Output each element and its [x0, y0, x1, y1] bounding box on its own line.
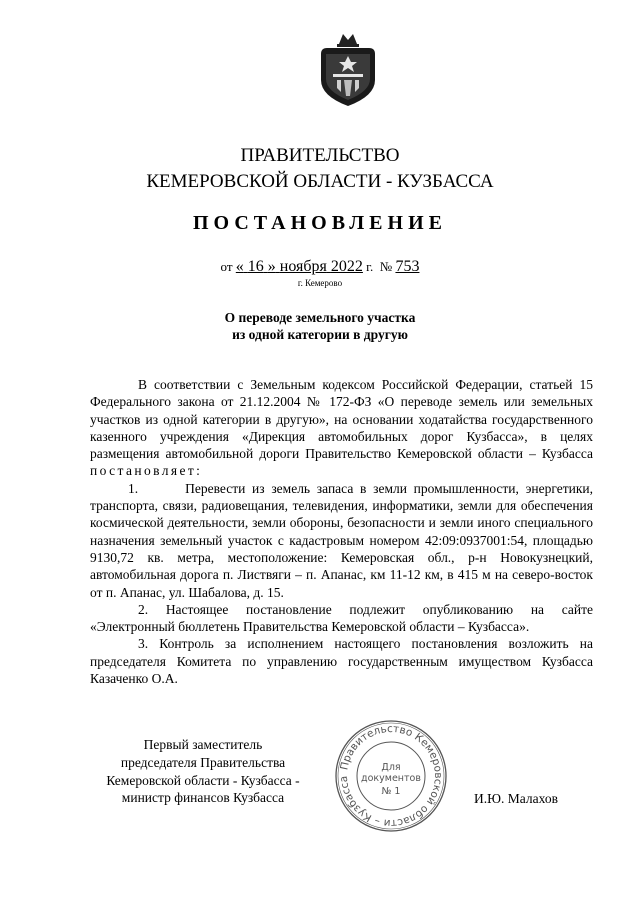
date-day: 16	[247, 258, 264, 275]
document-subject	[0, 309, 640, 343]
official-seal-stamp	[333, 718, 449, 834]
subject-line: О переводе земельного участка	[224, 310, 416, 325]
signatory-name: И.Ю. Малахов	[474, 791, 558, 806]
body-intro-paragraph: В соответствии с Земельным кодексом Российской Федерации, статьей 15 Федерального закона от 21.12.2004 № 172-ФЗ «О переводе земель или земельных участков из одной категории в другую», на основании ходатайства государственного казенного учреждения «Дирекция автомобильных дорог Кузбасса», в целях размещения автомобильной дороги Правительство Кемеровской области – Кузбасса постановляет:	[90, 377, 593, 479]
date-month: ноября	[279, 258, 327, 275]
signatory-title-line: Кемеровской области - Кузбасса -	[106, 772, 300, 788]
seal-inner-line: документов	[361, 773, 421, 784]
document-number: 753	[395, 258, 420, 275]
subject-line: из одной категории в другую	[232, 327, 408, 342]
resolves-word: постановляет:	[90, 463, 203, 479]
document-date-number	[0, 258, 640, 276]
document-body	[90, 376, 593, 687]
body-item-2: 2. Настоящее постановление подлежит опубликованию на сайте «Электронный бюллетень Правительства Кемеровской области – Кузбасса».	[90, 601, 593, 635]
signatory-title-line: министр финансов Кузбасса	[121, 790, 285, 806]
body-item-1: 1. Перевести из земель запаса в земли промышленности, энергетики, транспорта, связи, радиовещания, телевидения, информатики, земли для обеспечения космической деятельности, земли обороны, безопасности и земли иного специального назначения земельный участок с кадастровым номером 42:09:0937001:54, площадью 9130,72 кв. метра, местоположение: Кемеровская обл., р-н Новокузнецкий, автомобильная дорога п. Листвяги – п. Апанас, км 11-12 км, в 415 м на северо-восток от п. Апанас, ул. Шабалова, д. 15.	[90, 480, 593, 600]
date-year-suffix: г.	[366, 259, 374, 274]
seal-outer-text: Правительство Кемеровской области – Кузбасса	[337, 722, 445, 830]
signatory-title-line: Первый заместитель	[143, 737, 263, 752]
date-prefix: от	[220, 259, 233, 274]
body-item-3: 3. Контроль за исполнением настоящего постановления возложить на председателя Комитета по управлению государственным имуществом Кузбасса Казаченко О.А.	[90, 636, 593, 687]
date-value: « 16 » ноября 2022	[235, 258, 363, 275]
kemerovo-coat-of-arms-icon	[317, 30, 379, 108]
seal-inner-line: Для	[381, 762, 401, 773]
document-city: г. Кемерово	[297, 278, 343, 288]
number-sign: №	[379, 259, 393, 274]
signatory-title	[88, 736, 318, 807]
date-year: 2022	[330, 258, 363, 275]
government-region: КЕМЕРОВСКОЙ ОБЛАСТИ - КУЗБАССА	[146, 171, 494, 192]
signatory-title-line: председателя Правительства	[120, 754, 286, 770]
government-title: ПРАВИТЕЛЬСТВО	[240, 145, 400, 166]
document-type: ПОСТАНОВЛЕНИЕ	[193, 212, 447, 234]
seal-inner-line: № 1	[381, 786, 401, 797]
